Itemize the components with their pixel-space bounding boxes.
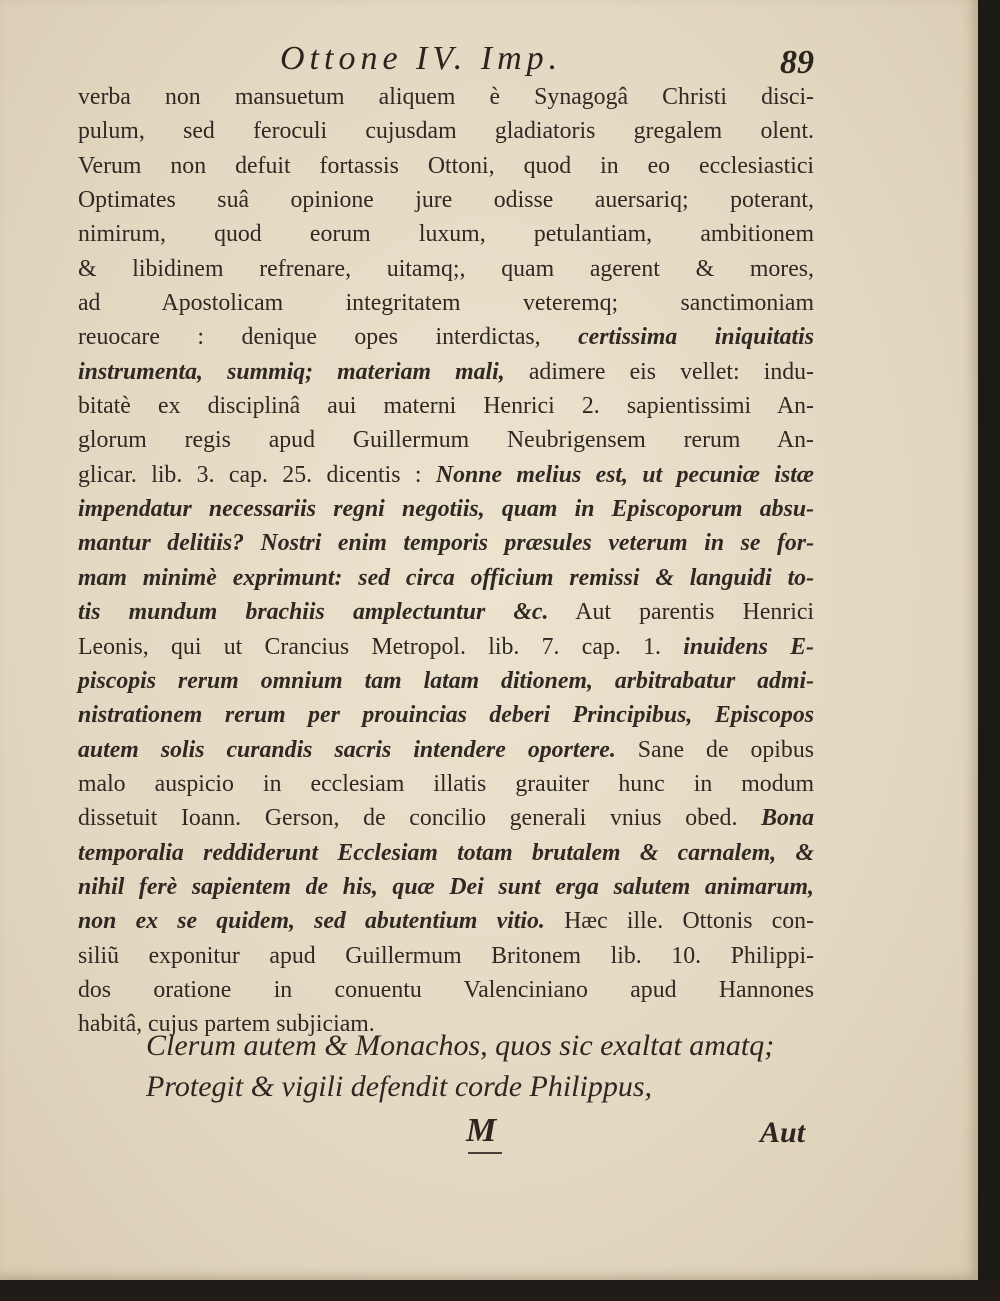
italic-quotation-run: piscopis rerum omnium tam latam ditionem, arbitrabatur admi- <box>78 667 814 694</box>
italic-quotation-run: temporalia reddiderunt Ecclesiam totam brutalem & carnalem, & <box>78 839 814 866</box>
text-line <box>78 698 814 732</box>
text-run: & libidinem refrenare, uitamq;, quam agerent & mores, <box>78 255 814 282</box>
text-line <box>78 630 814 664</box>
text-line <box>78 252 814 286</box>
text-line <box>78 458 814 492</box>
text-run: pulum, sed feroculi cujusdam gladiatoris gregalem olent. <box>78 118 814 145</box>
italic-quotation-run: tis mundum brachiis amplectuntur &c. <box>78 599 549 626</box>
text-line <box>78 664 814 698</box>
text-run: bitatè ex disciplinâ aui materni Henrici 2. sapientissimi An- <box>78 393 814 420</box>
text-line <box>78 80 814 114</box>
italic-quotation-run: certissima iniquitatis <box>578 324 814 351</box>
italic-quotation-run: nihil ferè sapientem de his, quæ Dei sunt erga salutem animarum, <box>78 873 814 900</box>
signature-underline <box>468 1152 502 1154</box>
scan-border-bottom <box>0 1280 1000 1301</box>
verse-quotation <box>146 1025 826 1107</box>
text-run: glorum regis apud Guillermum Neubrigensem rerum An- <box>78 427 814 454</box>
italic-quotation-run: Nonne melius est, ut pecuniæ istæ <box>435 461 814 488</box>
text-line <box>78 904 814 938</box>
italic-quotation-run: autem solis curandis sacris intendere oportere. <box>78 736 616 763</box>
body-text <box>78 80 814 1042</box>
italic-quotation-run: Bona <box>761 805 814 832</box>
text-line <box>78 492 814 526</box>
text-run: dissetuit Ioann. Gerson, de concilio generali vnius obed. <box>78 805 762 832</box>
text-run: dos oratione in conuentu Valenciniano apud Hannones <box>78 976 814 1003</box>
catchword: Aut <box>760 1116 806 1149</box>
text-line <box>78 149 814 183</box>
text-line <box>78 595 814 629</box>
text-line <box>78 733 814 767</box>
page-number: 89 <box>780 44 814 81</box>
italic-quotation-run: inuidens E- <box>683 633 814 660</box>
text-line <box>78 939 814 973</box>
text-run: Verum non defuit fortassis Ottoni, quod in eo ecclesiastici <box>78 152 814 179</box>
italic-quotation-run: mam minimè exprimunt: sed circa officium remissi & languidi to- <box>78 564 814 591</box>
text-run: adimere eis vellet: indu- <box>504 358 814 385</box>
italic-quotation-run: instrumenta, summiq; materiam mali, <box>78 358 505 385</box>
verse-line: Protegit & vigili defendit corde Philippus, <box>146 1070 653 1103</box>
text-line <box>78 114 814 148</box>
italic-quotation-run: non ex se quidem, sed abutentium vitio. <box>78 908 545 935</box>
text-line <box>78 973 814 1007</box>
text-run: Optimates suâ opinione jure odisse auersariq; poterant, <box>78 187 814 214</box>
text-run: malo auspicio in ecclesiam illatis grauiter hunc in modum <box>78 770 814 797</box>
running-title: Ottone IV. Imp. <box>280 40 563 77</box>
text-line <box>78 217 814 251</box>
text-run: reuocare : denique opes interdictas, <box>78 324 579 351</box>
text-line <box>78 286 814 320</box>
text-line <box>78 801 814 835</box>
text-line <box>78 320 814 354</box>
text-run: glicar. lib. 3. cap. 25. dicentis : <box>78 461 436 488</box>
text-line <box>78 561 814 595</box>
text-line <box>78 389 814 423</box>
text-line <box>78 767 814 801</box>
text-line <box>78 355 814 389</box>
text-run: Hæc ille. Ottonis con- <box>544 908 815 935</box>
text-run: ad Apostolicam integritatem veteremq; sanctimoniam <box>78 290 814 317</box>
text-run: nimirum, quod eorum luxum, petulantiam, ambitionem <box>78 221 814 248</box>
text-line <box>78 183 814 217</box>
text-run: Leonis, qui ut Crancius Metropol. lib. 7. cap. 1. <box>78 633 684 660</box>
text-run: Sane de opibus <box>615 736 814 763</box>
text-line <box>78 526 814 560</box>
text-run: habitâ, cujus partem subjiciam. <box>78 1011 375 1038</box>
text-run: verba non mansuetum aliquem è Synagogâ Christi disci- <box>78 84 814 110</box>
italic-quotation-run: impendatur necessariis regni negotiis, quam in Episcoporum absu- <box>78 496 814 523</box>
text-run: siliũ exponitur apud Guillermum Britonem lib. 10. Philippi- <box>78 942 814 969</box>
text-line <box>78 870 814 904</box>
text-run: Aut parentis Henrici <box>548 599 814 626</box>
text-line <box>78 423 814 457</box>
italic-quotation-run: nistrationem rerum per prouincias deberi Principibus, Episcopos <box>78 702 814 729</box>
text-line <box>78 836 814 870</box>
signature-mark: M <box>466 1112 497 1149</box>
scan-border-right <box>978 0 1000 1301</box>
verse-line: Clerum autem & Monachos, quos sic exaltat amatq; <box>146 1029 775 1062</box>
italic-quotation-run: mantur delitiis? Nostri enim temporis præsules veterum in se for- <box>78 530 814 557</box>
